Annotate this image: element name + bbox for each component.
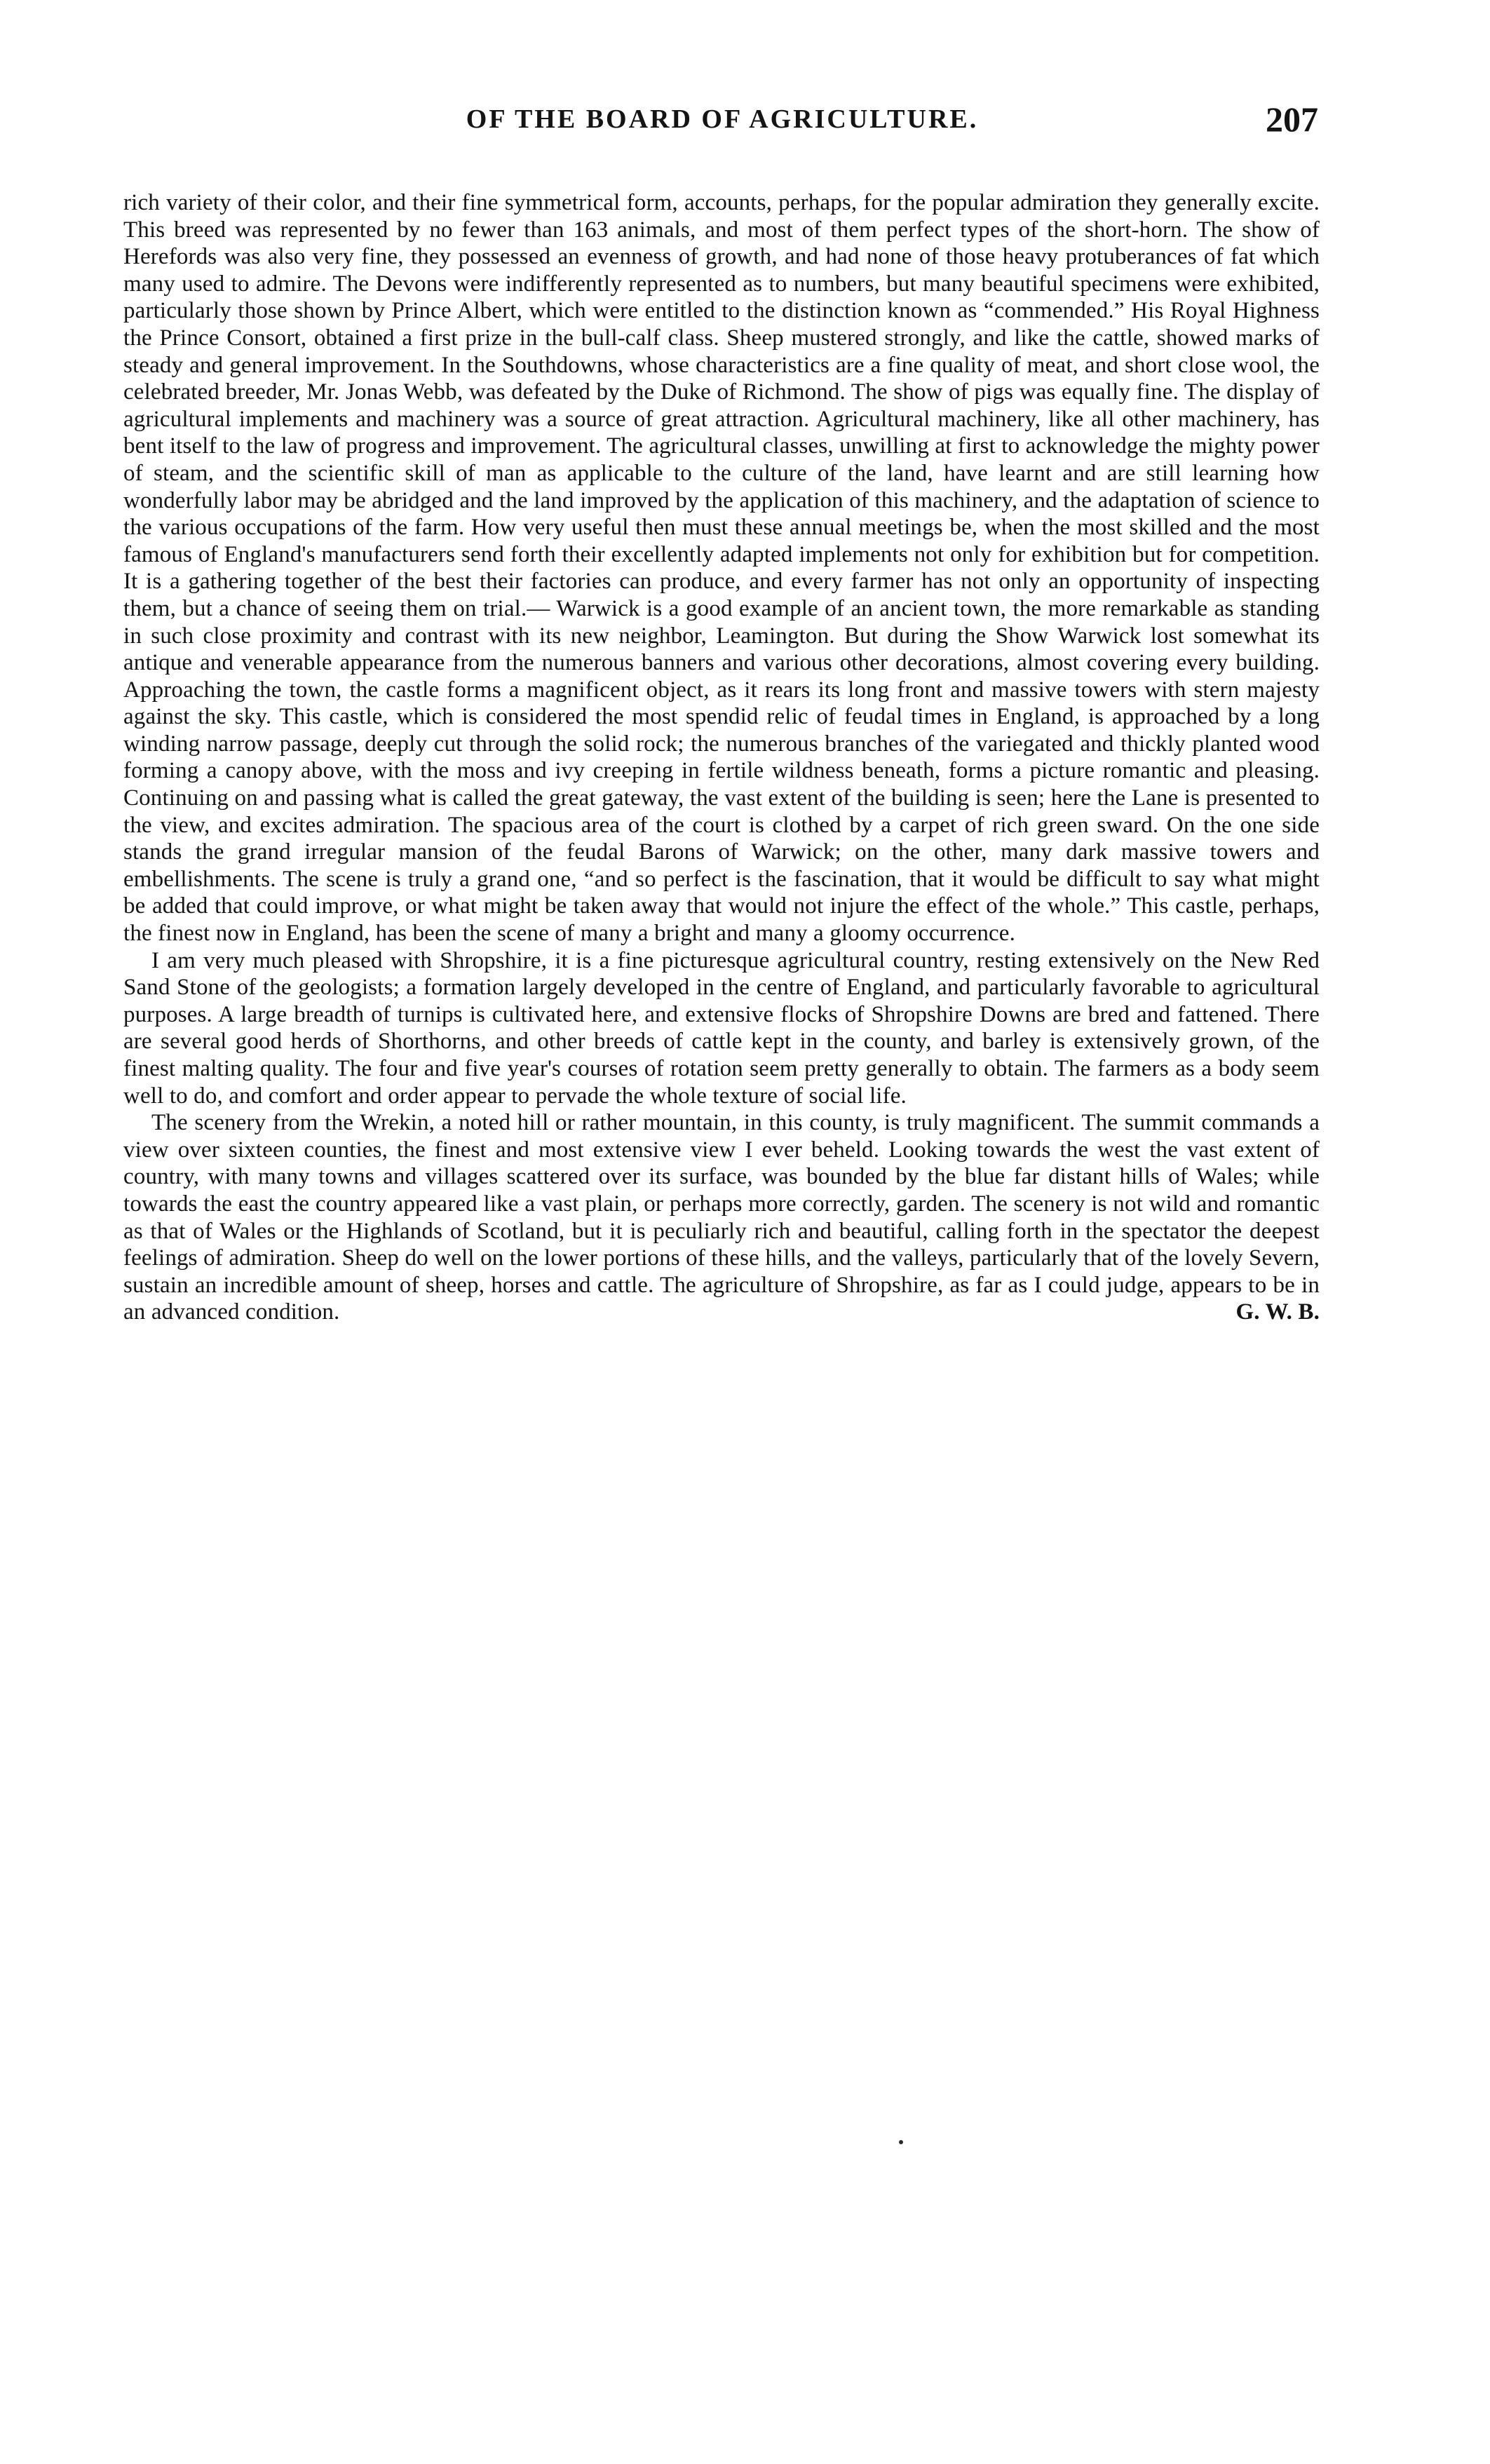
page-header (126, 91, 1318, 147)
page-number: 207 (1266, 100, 1318, 139)
paragraph-wrekin-text: The scenery from the Wrekin, a noted hill or rather mountain, in this county, is truly magnificent. The summit commands a view over sixteen counties, the finest and most extensive view I ever beheld. Looking towards the west the vast extent of country, with many towns and villages scattered over its surface, was bounded by the blue far distant hills of Wales; while towards the east the country appeared like a vast plain, or perhaps more correctly, garden. The scenery is not wild and romantic as that of Wales or the Highlands of Scotland, but it is peculiarly rich and beautiful, calling forth in the spectator the deepest feelings of admiration. Sheep do well on the lower portions of these hills, and the valleys, particularly that of the lovely Severn, sustain an incredible amount of sheep, horses and cattle. The agriculture of Shropshire, as far as I could judge, appears to be in an advanced condition. (123, 1110, 1320, 1325)
paragraph-wrekin (123, 1109, 1320, 1326)
body-text (123, 189, 1320, 1326)
paragraph-shropshire: I am very much pleased with Shropshire, it is a fine picturesque agricultural country, resting extensively on the New Red Sand Stone of the geologists; a formation largely developed in the centre of England, and particularly favorable to agricultural purposes. A large breadth of turnips is cultivated here, and extensive flocks of Shropshire Downs are bred and fattened. There are several good herds of Shorthorns, and other breeds of cattle kept in the county, and barley is extensively grown, of the finest malting quality. The four and five year's courses of rotation seem pretty generally to obtain. The farmers as a body seem well to do, and comfort and order appear to pervade the whole texture of social life. (123, 947, 1320, 1109)
running-title: OF THE BOARD OF AGRICULTURE. (466, 104, 979, 134)
printer-mark (899, 2140, 903, 2144)
paragraph-warwick: rich variety of their color, and their fine symmetrical form, accounts, perhaps, for the popular admiration they generally excite. This breed was represented by no fewer than 163 animals, and most of them perfect types of the short-horn. The show of Herefords was also very fine, they possessed an evenness of growth, and had none of those heavy protuberances of fat which many used to admire. The Devons were indifferently represented as to numbers, but many beautiful specimens were exhibited, particularly those shown by Prince Albert, which were entitled to the distinction known as “commended.” His Royal Highness the Prince Consort, obtained a first prize in the bull-calf class. Sheep mustered strongly, and like the cattle, showed marks of steady and general improvement. In the Southdowns, whose characteristics are a fine quality of meat, and short close wool, the celebrated breeder, Mr. Jonas Webb, was defeated by the Duke of Richmond. The show of pigs was equally fine. The display of agricultural implements and machinery was a source of great attraction. Agricultural machinery, like all other machinery, has bent itself to the law of progress and improvement. The agricultural classes, unwilling at first to acknowledge the mighty power of steam, and the scientific skill of man as applicable to the culture of the land, have learnt and are still learning how wonderfully labor may be abridged and the land improved by the application of this machinery, and the adaptation of science to the various occupations of the farm. How very useful then must these annual meetings be, when the most skilled and the most famous of England's manufacturers send forth their excellently adapted implements not only for exhibition but for competition. It is a gathering together of the best their factories can produce, and every farmer has not only an opportunity of inspecting them, but a chance of seeing them on trial.— Warwick is a good example of an ancient town, the more remarkable as standing in such close proximity and contrast with its new neighbor, Leamington. But during the Show Warwick lost somewhat its antique and venerable appearance from the numerous banners and various other decorations, almost covering every building. Approaching the town, the castle forms a magnificent object, as it rears its long front and massive towers with stern majesty against the sky. This castle, which is considered the most spendid relic of feudal times in England, is approached by a long winding narrow passage, deeply cut through the solid rock; the numerous branches of the variegated and thickly planted wood forming a canopy above, with the moss and ivy creeping in fertile wildness beneath, forms a picture romantic and pleasing. Continuing on and passing what is called the great gateway, the vast extent of the building is seen; here the Lane is presented to the view, and excites admiration. The spacious area of the court is clothed by a carpet of rich green sward. On the one side stands the grand irregular mansion of the feudal Barons of Warwick; on the other, many dark massive towers and embellishments. The scene is truly a grand one, “and so perfect is the fascination, that it would be difficult to say what might be added that could improve, or what might be taken away that would not injure the effect of the whole.” This castle, perhaps, the finest now in England, has been the scene of many a bright and many a gloomy occurrence. (123, 190, 1320, 947)
author-signature: G. W. B. (1235, 1299, 1320, 1325)
